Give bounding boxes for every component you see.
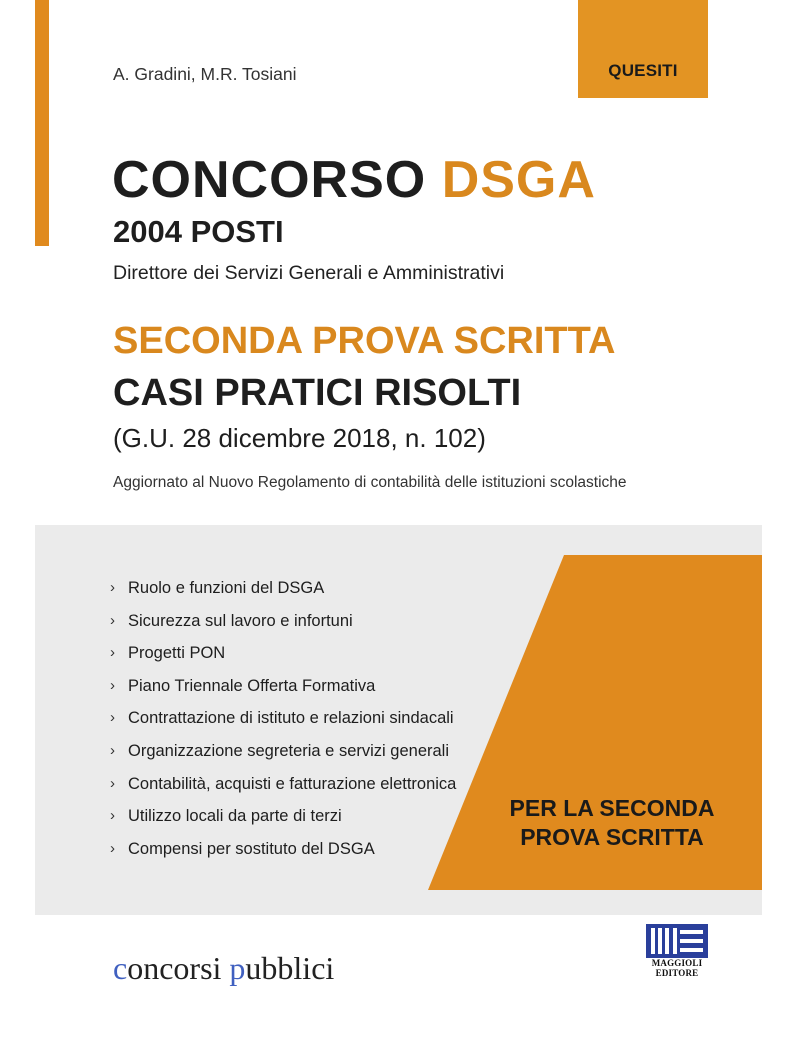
series-name [113, 950, 334, 987]
heading-orange: SECONDA PROVA SCRITTA [113, 320, 616, 362]
publisher-logo [646, 924, 708, 984]
chevron-right-icon: › [110, 807, 115, 825]
topic-label: Ruolo e funzioni del DSGA [128, 579, 325, 597]
chevron-right-icon: › [110, 839, 115, 857]
title-part-2: DSGA [441, 151, 596, 209]
publisher-name-2: EDITORE [655, 968, 699, 978]
topic-label: Contrattazione di istituto e relazioni sindacali [128, 709, 454, 728]
topic-item [110, 806, 456, 839]
series-letter-c: c [113, 950, 128, 986]
chevron-right-icon: › [110, 709, 115, 727]
topic-item [110, 708, 456, 741]
update-note: Aggiornato al Nuovo Regolamento di contabilità delle istituzioni scolastiche [113, 474, 627, 491]
publisher-name-1: MAGGIOLI [651, 958, 703, 968]
series-text-1: oncorsi [127, 950, 230, 986]
topic-item [110, 611, 456, 644]
topic-item [110, 676, 456, 709]
subtitle: Direttore dei Servizi Generali e Amministrativi [113, 262, 505, 284]
chevron-right-icon: › [110, 644, 115, 662]
chevron-right-icon: › [110, 774, 115, 792]
topic-label: Organizzazione segreteria e servizi generali [128, 741, 449, 760]
topic-label: Progetti PON [128, 644, 226, 663]
topic-label: Compensi per sostituto del DSGA [128, 839, 375, 858]
topic-item [110, 774, 456, 807]
topic-item [110, 578, 456, 611]
series-text-2: ubblici [245, 950, 335, 986]
chevron-right-icon: › [110, 676, 115, 694]
topic-item [110, 741, 456, 774]
left-accent-bar [35, 0, 49, 246]
topic-item [110, 643, 456, 676]
book-title [112, 150, 596, 210]
badge-line-1: PER LA SECONDA [509, 795, 715, 821]
maggioli-logo-icon [646, 924, 708, 958]
posts-count: 2004 POSTI [113, 214, 284, 249]
heading-dark: CASI PRATICI RISOLTI [113, 372, 522, 414]
topics-list [110, 578, 456, 871]
chevron-right-icon: › [110, 579, 115, 596]
title-part-1: CONCORSO [112, 151, 442, 209]
series-letter-p: p [229, 950, 246, 986]
badge-line-2: PROVA SCRITTA [520, 824, 704, 850]
topic-label: Utilizzo locali da parte di terzi [128, 807, 342, 826]
chevron-right-icon: › [110, 741, 115, 759]
topic-item [110, 839, 456, 872]
topic-label: Piano Triennale Offerta Formativa [128, 676, 376, 695]
chevron-right-icon: › [110, 611, 115, 629]
quesiti-tag-label: QUESITI [608, 61, 678, 80]
authors: A. Gradini, M.R. Tosiani [113, 64, 297, 84]
gazette-reference: (G.U. 28 dicembre 2018, n. 102) [113, 423, 486, 453]
topic-label: Sicurezza sul lavoro e infortuni [128, 611, 353, 630]
quesiti-tag [578, 0, 708, 98]
badge-text [492, 794, 732, 852]
topic-label: Contabilità, acquisti e fatturazione elettronica [128, 774, 457, 793]
